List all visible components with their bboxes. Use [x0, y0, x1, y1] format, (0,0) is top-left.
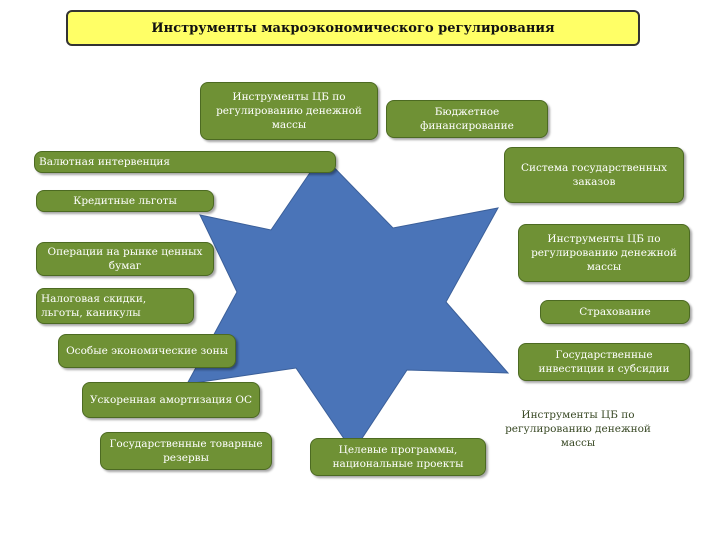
node-special-economic-zones: [58, 334, 236, 368]
node-insurance-label: Страхование: [579, 306, 651, 318]
node-cb-money-supply-right: [518, 224, 690, 282]
node-special-economic-zones-label: Особые экономические зоны: [66, 345, 228, 357]
node-gov-investments: [518, 343, 690, 381]
node-tax-benefits: [36, 288, 194, 324]
node-budget-financing-label: Бюджетное финансирование: [420, 106, 514, 132]
node-gov-commodity-reserves: [100, 432, 272, 470]
node-cb-money-supply-bottom: [498, 404, 658, 454]
node-securities-market-label: Операции на рынке ценных бумаг: [47, 246, 203, 272]
diagram-title: Инструменты макроэкономического регулирования: [66, 10, 640, 46]
node-cb-money-supply-right-label: Инструменты ЦБ по регулированию денежной массы: [531, 233, 677, 273]
node-gov-orders-system: [504, 147, 684, 203]
node-tax-benefits-label: Налоговая скидки, льготы, каникулы: [41, 293, 147, 319]
node-credit-benefits: [36, 190, 214, 212]
node-budget-financing: [386, 100, 548, 138]
node-gov-investments-label: Государственные инвестиции и субсидии: [538, 349, 670, 375]
node-gov-orders-system-label: Система государственных заказов: [520, 162, 668, 188]
node-securities-market: [36, 242, 214, 276]
node-cb-money-supply-bottom-label: Инструменты ЦБ по регулированию денежной массы: [505, 409, 651, 449]
node-gov-commodity-reserves-label: Государственные товарные резервы: [109, 438, 263, 464]
node-accelerated-amortization: [82, 382, 260, 418]
node-accelerated-amortization-label: Ускоренная амортизация ОС: [89, 394, 253, 406]
node-insurance: [540, 300, 690, 324]
node-cb-money-supply-top-label: Инструменты ЦБ по регулированию денежной массы: [216, 91, 362, 131]
node-target-programs-label: Целевые программы, национальные проекты: [332, 444, 464, 470]
node-target-programs: [310, 438, 486, 476]
node-credit-benefits-label: Кредитные льготы: [73, 195, 177, 207]
node-cb-money-supply-top: [200, 82, 378, 140]
node-currency-intervention-label: Валютная интервенция: [39, 156, 171, 168]
node-currency-intervention: [34, 151, 336, 173]
